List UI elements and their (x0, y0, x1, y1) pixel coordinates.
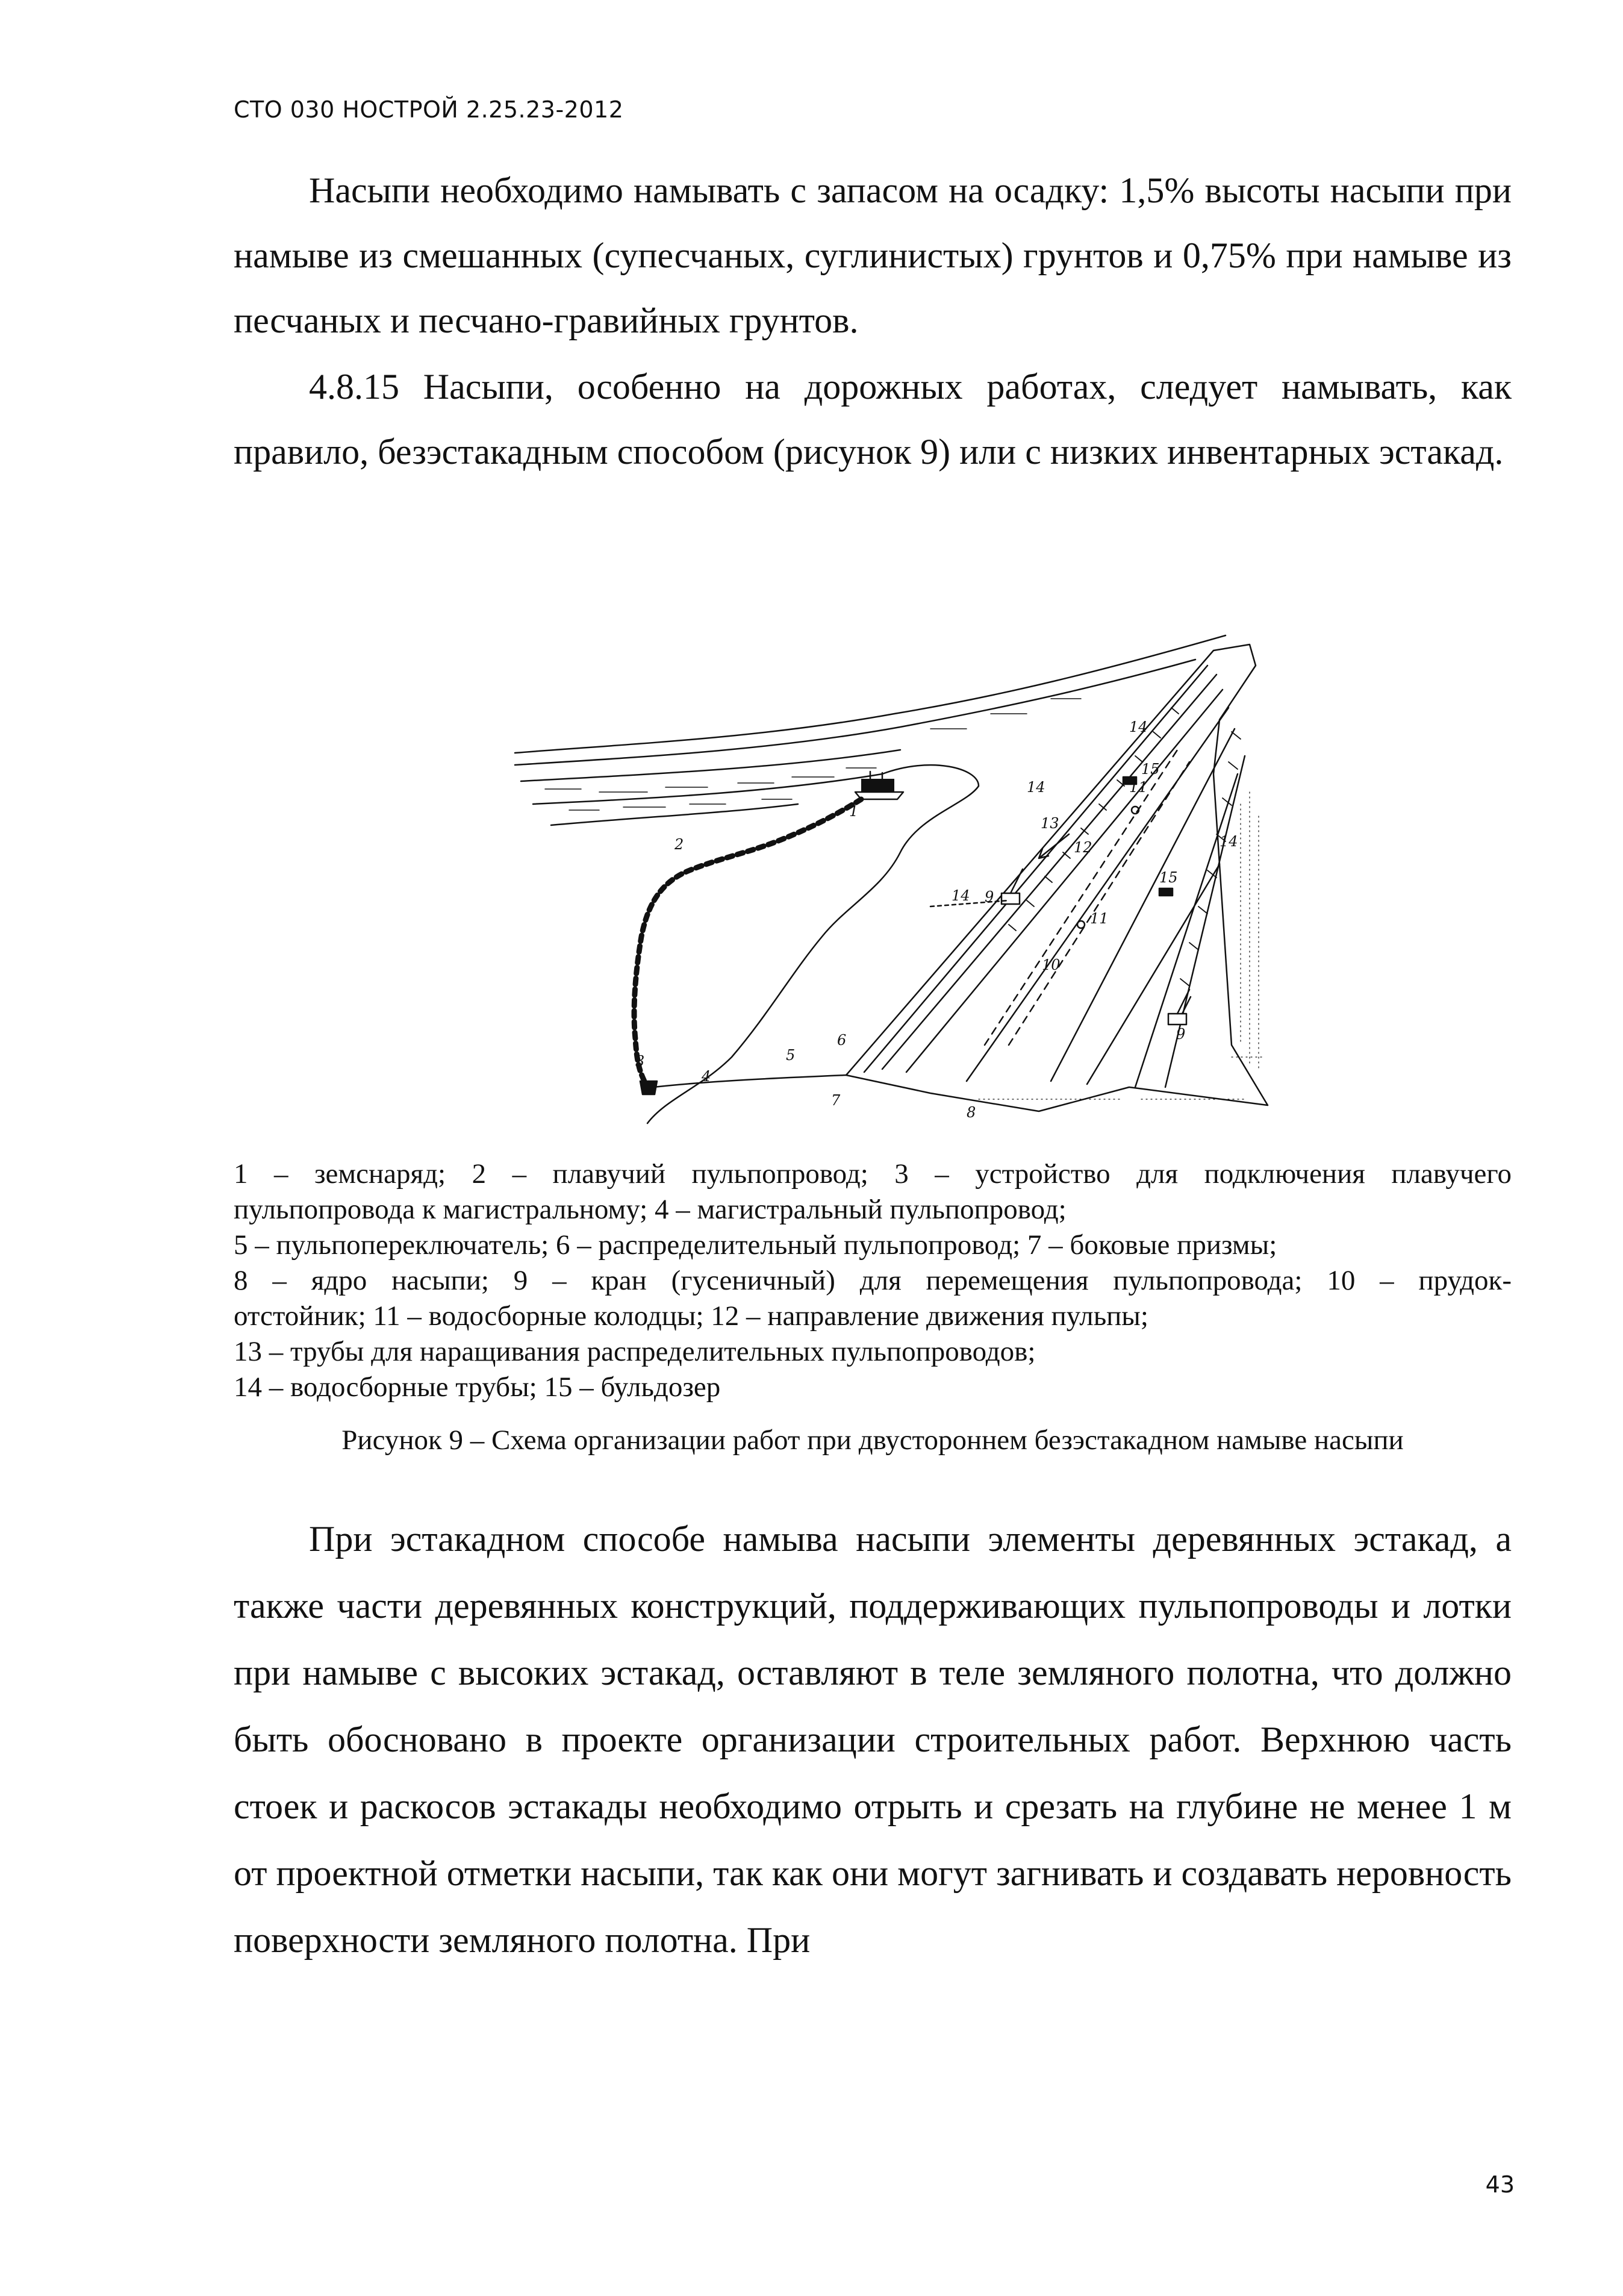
paragraph-settlement-allowance: Насыпи необходимо намывать с запасом на осадку: 1,5% высоты насыпи при намыве из смешанных (супесчаных, суглинистых) грунтов и 0,75% при намыве из песчаных и песчано-гравийных грунтов. (234, 170, 1512, 340)
figure-caption: Рисунок 9 – Схема организации работ при двустороннем безэстакадном намыве насыпи (341, 1424, 1404, 1456)
legend-line: отстойник; 11 – водосборные колодцы; 12 – направление движения пульпы; (234, 1300, 1148, 1332)
fig-label-14a: 14 (1129, 719, 1148, 735)
document-code-header: СТО 030 НОСТРОЙ 2.25.23-2012 (234, 96, 624, 123)
fig-label-3: 3 (635, 1053, 645, 1070)
figure-legend (234, 1156, 1512, 1405)
crane-9b (1168, 990, 1191, 1025)
embankment-hydraulic-fill-diagram (509, 623, 1298, 1132)
legend-line: 14 – водосборные трубы; 15 – бульдозер (234, 1371, 721, 1403)
legend-line: пульпопровода к магистральному; 4 – магистральный пульпопровод; (234, 1194, 1067, 1225)
fig-label-5: 5 (786, 1047, 796, 1064)
legend-line: 5 – пульпопереключатель; 6 – распределительный пульпопровод; 7 – боковые призмы; (234, 1229, 1277, 1261)
fig-label-11a: 11 (1129, 779, 1148, 796)
fig-label-14d: 14 (1220, 833, 1238, 850)
fig-label-8: 8 (967, 1104, 976, 1121)
water-well-11b (1077, 921, 1085, 928)
fig-label-15b: 15 (1159, 869, 1178, 886)
legend-line: 8 – ядро насыпи; 9 – кран (гусеничный) для перемещения пульпопровода; 10 – прудок- (234, 1265, 1512, 1296)
fig-label-9a: 9 (985, 888, 994, 905)
bay-shoreline (647, 765, 979, 1123)
crane-9a (1002, 869, 1023, 904)
main-pipeline-4 (653, 1075, 846, 1087)
legend-line: 1 – земснаряд; 2 – плавучий пульпопровод; 3 – устройство для подключения плавучего (234, 1158, 1512, 1190)
fig-label-12: 12 (1074, 839, 1092, 856)
far-shore-line (515, 635, 1226, 753)
fig-label-14c: 14 (952, 887, 970, 904)
legend-line: 13 – трубы для наращивания распределительных пульпопроводов; (234, 1336, 1036, 1367)
fig-label-4: 4 (702, 1068, 711, 1085)
dredger-1 (855, 772, 903, 799)
fig-label-1: 1 (849, 803, 859, 820)
fig-label-9b: 9 (1176, 1026, 1186, 1043)
floating-pipeline-2 (634, 799, 861, 1081)
fig-label-10: 10 (1042, 956, 1061, 973)
embankment-outline (846, 644, 1268, 1111)
far-shore-line-2 (515, 660, 1195, 765)
fig-label-6: 6 (837, 1032, 847, 1049)
paragraph-trestle-method: При эстакадном способе намыва насыпи элементы деревянных эстакад, а также части деревянных конструкций, поддерживающих пульпопроводы и лотки при намыве с высоких эстакад, оставляют в теле земляного полотна, что должно быть обосновано в проекте организации строительных работ. Верхнюю часть стоек и раскосов эстакады необходимо отрыть и срезать на глубине не менее 1 м от проектной отметки насыпи, так как они могут загнивать и создавать неровность поверхности земляного полотна. При (234, 1519, 1512, 1960)
paragraph-4-8-15: 4.8.15 Насыпи, особенно на дорожных работах, следует намывать, как правило, безэстакадным способом (рисунок 9) или с низких инвентарных эстакад. (234, 367, 1512, 472)
bulldozer-15b (1159, 888, 1173, 896)
fig-label-7: 7 (831, 1092, 841, 1109)
fig-label-13: 13 (1041, 815, 1059, 832)
left-slope-edge (864, 666, 1207, 1072)
fig-label-15a: 15 (1141, 761, 1160, 778)
page-number: 43 (1485, 2171, 1515, 2198)
fig-label-14b: 14 (1027, 779, 1045, 796)
fig-label-2: 2 (674, 836, 684, 853)
fig-label-11b: 11 (1090, 910, 1109, 927)
